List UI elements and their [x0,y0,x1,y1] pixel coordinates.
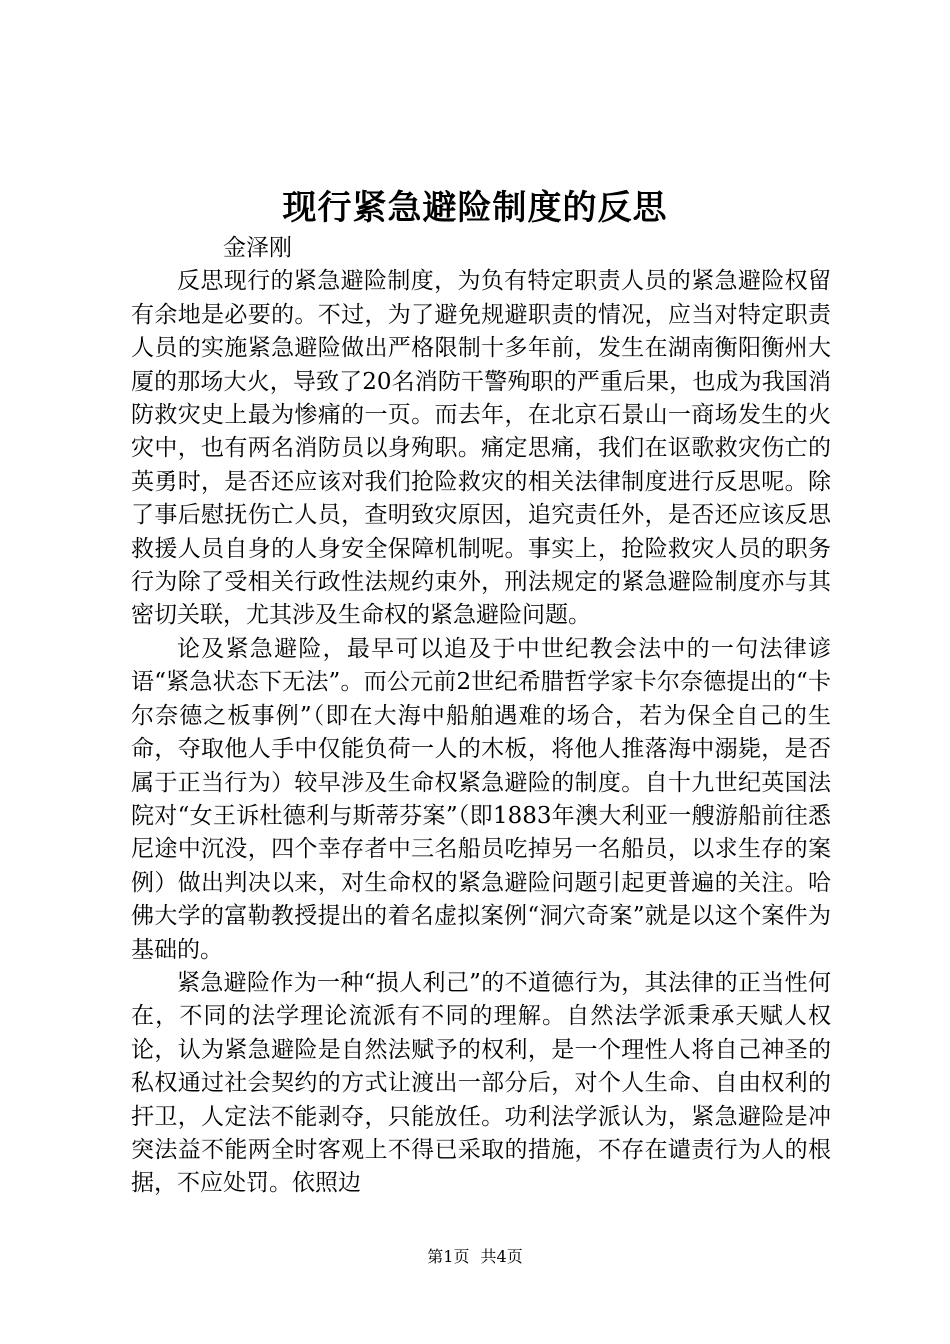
paragraph-3: 紧急避险作为一种“损人利己”的不道德行为，其法律的正当性何在，不同的法学理论流派有不同的理解。自然法学派秉承天赋人权论，认为紧急避险是自然法赋予的权利，是一个理性人将自己神圣的私权通过社会契约的方式让渡出一部分后，对个人生命、自由权利的扞卫，人定法不能剥夺，只能放任。功利法学派认为，紧急避险是冲突法益不能两全时客观上不得已采取的措施，不存在谴责行为人的根据，不应处罚。依照边 [131,969,831,1197]
paragraph-2: 论及紧急避险，最早可以追及于中世纪教会法中的一句法律谚语“紧急状态下无法”。而公元前2世纪希腊哲学家卡尔奈德提出的“卡尔奈德之板事例”（即在大海中船舶遇难的场合，若为保全自己的生命，夺取他人手中仅能负荷一人的木板，将他人推落海中溺毙，是否属于正当行为）较早涉及生命权紧急避险的制度。自十九世纪英国法院对“女王诉杜德利与斯蒂芬案”（即1883年澳大利亚一艘游船前往悉尼途中沉没，四个幸存者中三名船员吃掉另一名船员，以求生存的案例）做出判决以来，对生命权的紧急避险问题引起更普遍的关注。哈佛大学的富勒教授提出的着名虚拟案例“洞穴奇案”就是以这个案件为基础的。 [131,635,831,963]
document-title: 现行紧急避险制度的反思 [282,188,668,228]
document-body [131,232,831,1201]
page-total: 共4页 [480,1247,523,1266]
author-name: 金泽刚 [223,235,292,261]
page-footer [0,1244,950,1267]
page-number: 第1页 [427,1247,470,1266]
paragraph-1: 反思现行的紧急避险制度，为负有特定职责人员的紧急避险权留有余地是必要的。不过，为了避免规避职责的情况，应当对特定职责人员的实施紧急避险做出严格限制十多年前，发生在湖南衡阳衡州大厦的那场大火，导致了20名消防干警殉职的严重后果，也成为我国消防救灾史上最为惨痛的一页。而去年，在北京石景山一商场发生的火灾中，也有两名消防员以身殉职。痛定思痛，我们在讴歌救灾伤亡的英勇时，是否还应该对我们抢险救灾的相关法律制度进行反思呢。除了事后慰抚伤亡人员，查明致灾原因，追究责任外，是否还应该反思救援人员自身的人身安全保障机制呢。事实上，抢险救灾人员的职务行为除了受相关行政性法规约束外，刑法规定的紧急避险制度亦与其密切关联，尤其涉及生命权的紧急避险问题。 [131,268,831,629]
